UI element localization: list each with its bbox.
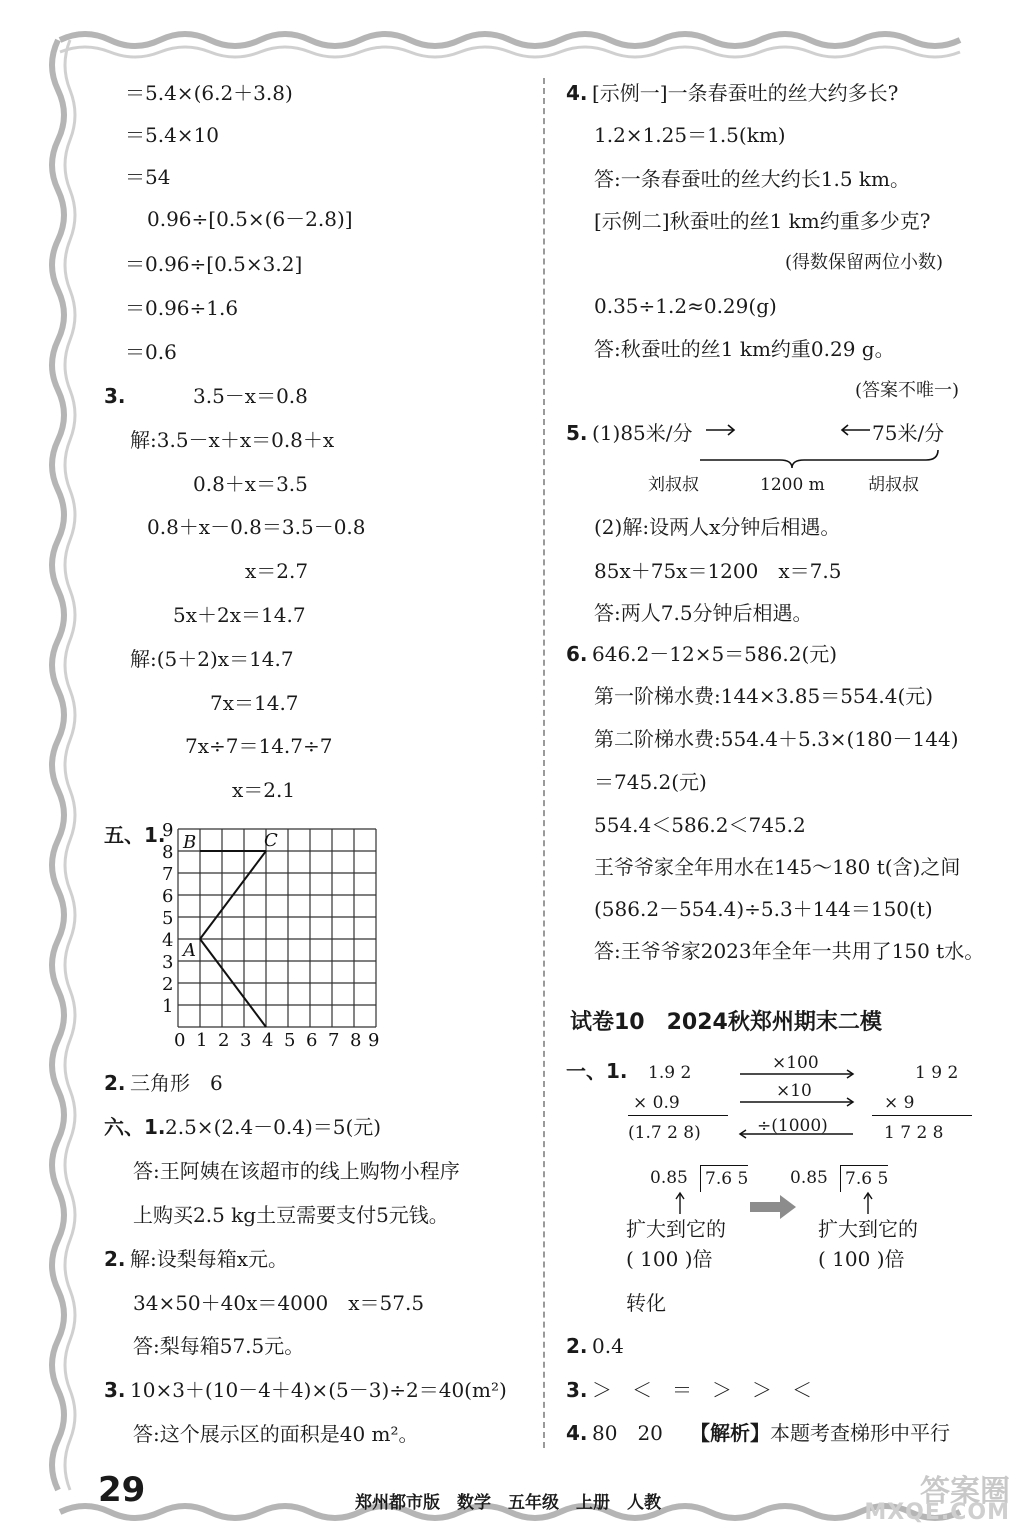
point-label-c: C (264, 830, 278, 851)
section-number: 一、1. (566, 1059, 628, 1083)
calc-a-rule (628, 1115, 728, 1116)
answer-text: [示例一]一条春蚕吐的丝大约多长? (592, 81, 899, 105)
equation-line: 解:3.5－x＋x＝0.8＋x (130, 428, 335, 452)
equation-line: 3.5－x＝0.8 (193, 384, 308, 408)
speed-label-left: (1)85米/分 (592, 421, 693, 445)
conversion-arrows (735, 1060, 860, 1140)
answer-text: 解:设梨每箱x元。 (130, 1247, 289, 1271)
answer-text: 上购买2.5 kg土豆需要支付5元钱。 (133, 1203, 449, 1227)
y-tick-label: 2 (162, 974, 174, 995)
answer-text: 554.4＜586.2＜745.2 (594, 813, 806, 837)
calc-a-mul: × 0.9 (633, 1093, 680, 1113)
answer-text: 34×50＋40x＝4000 x＝57.5 (133, 1291, 425, 1315)
analysis-tag: 【解析】 (690, 1421, 770, 1445)
x-tick-label: 9 (368, 1030, 380, 1050)
question-number: 5. (566, 421, 588, 445)
calc-line: ＝0.96÷1.6 (125, 296, 239, 320)
answer-text: 10×3＋(10－4＋4)×(5－3)÷2＝40(m²) (130, 1378, 507, 1402)
column-divider (543, 78, 545, 1448)
equation-line: x＝2.1 (232, 778, 296, 802)
answer-text: 答:秋蚕吐的丝1 km约重0.29 g。 (594, 337, 895, 361)
question-number: 2. (104, 1247, 126, 1271)
answer-text: ＝745.2(元) (594, 770, 707, 794)
answer-text: (2)解:设两人x分钟后相遇。 (594, 515, 841, 539)
question-number: 2. (104, 1071, 126, 1095)
arrow-label-3: ÷(1000) (757, 1116, 828, 1136)
calc-b-result: 1 7 2 8 (884, 1123, 944, 1143)
x-tick-label: 7 (328, 1030, 340, 1050)
paper-title: 试卷10 2024秋郑州期末二模 (570, 1010, 882, 1035)
watermark-logo: 答案圈 (920, 1474, 1010, 1509)
y-tick-label: 3 (162, 952, 174, 973)
calc-line: ＝54 (125, 165, 171, 189)
calc-line: ＝0.96÷[0.5×3.2] (125, 252, 303, 276)
answer-text: 答:王阿姨在该超市的线上购物小程序 (133, 1159, 460, 1183)
dividend-left: 7.6 5 (700, 1165, 748, 1192)
answer-text: 答:一条春蚕吐的丝大约长1.5 km。 (594, 167, 910, 191)
calc-a-top: 1.9 2 (648, 1063, 692, 1083)
answer-text: ＞ ＜ ＝ ＞ ＞ ＜ (592, 1378, 812, 1402)
divisor-right: 0.85 (790, 1168, 828, 1188)
arrow-label-2: ×10 (776, 1081, 812, 1101)
answer-text: 第一阶梯水费:144×3.85＝554.4(元) (594, 684, 934, 708)
arrow-label-1: ×100 (772, 1053, 819, 1073)
dividend-right: 7.6 5 (840, 1165, 888, 1192)
answer-text: 答:两人7.5分钟后相遇。 (594, 601, 813, 625)
equation-line: 解:(5＋2)x＝14.7 (130, 647, 294, 671)
y-tick-label: 5 (162, 908, 174, 929)
answer-text: 答:梨每箱57.5元。 (133, 1334, 305, 1358)
answer-text: 三角形 6 (130, 1071, 223, 1095)
analysis-text: 本题考查梯形中平行 (770, 1421, 950, 1445)
note-text: (答案不唯一) (855, 380, 960, 401)
y-tick-label: 9 (162, 822, 174, 841)
x-tick-label: 4 (262, 1030, 274, 1050)
answer-text: (586.2－554.4)÷5.3＋144＝150(t) (594, 897, 933, 921)
equation-line: 5x＋2x＝14.7 (173, 603, 306, 627)
divisor-left: 0.85 (650, 1168, 688, 1188)
equation-line: x＝2.7 (245, 559, 309, 583)
x-tick-label: 0 (174, 1030, 186, 1050)
question-number: 2. (566, 1334, 588, 1358)
y-tick-label: 4 (162, 930, 174, 951)
x-tick-label: 3 (240, 1030, 252, 1050)
answer-text: [示例二]秋蚕吐的丝1 km约重多少克? (594, 209, 931, 233)
speed-label-right: 75米/分 (872, 421, 945, 445)
equation-line: 7x＝14.7 (210, 691, 299, 715)
calc-line: 0.96÷[0.5×(6－2.8)] (147, 207, 353, 231)
y-tick-label: 1 (162, 996, 174, 1017)
section-number: 六、1. (104, 1115, 166, 1139)
times-label-2: ( 100 )倍 (818, 1247, 905, 1271)
question-number: 4. (566, 81, 588, 105)
x-tick-label: 6 (306, 1030, 318, 1050)
calc-b-mul: × 9 (884, 1093, 915, 1113)
coordinate-grid (158, 822, 380, 1050)
answer-text: 答:王爷爷家2023年全年一共用了150 t水。 (594, 939, 985, 963)
calc-line: ＝0.6 (125, 340, 177, 364)
answer-text: 80 20 (592, 1421, 663, 1445)
question-number: 3. (566, 1378, 588, 1402)
x-tick-label: 1 (196, 1030, 208, 1050)
calc-line: ＝5.4×10 (125, 123, 220, 147)
watermark-url: MXQE.COM (864, 1500, 1010, 1525)
answer-text: 646.2－12×5＝586.2(元) (592, 642, 838, 666)
section-number: 五、1. (104, 823, 166, 847)
enlarge-label-2: 扩大到它的 (818, 1217, 918, 1241)
note-text: (得数保留两位小数) (785, 252, 944, 273)
page-number: 29 (98, 1470, 146, 1510)
answer-text: 0.4 (592, 1334, 624, 1358)
question-number: 4. (566, 1421, 588, 1445)
answer-text: 85x＋75x＝1200 x＝7.5 (594, 559, 842, 583)
footer-edition: 郑州都市版 数学 五年级 上册 人教 (355, 1493, 661, 1513)
point-label-b: B (183, 832, 197, 853)
answer-text: 答:这个展示区的面积是40 m²。 (133, 1422, 419, 1446)
calc-line: ＝5.4×(6.2＋3.8) (125, 81, 293, 105)
point-label-a: A (183, 940, 196, 961)
question-number: 3. (104, 384, 126, 408)
enlarge-label-1: 扩大到它的 (626, 1217, 726, 1241)
answer-text: 第二阶梯水费:554.4＋5.3×(180－144) (594, 727, 959, 751)
distance-label: 1200 m (760, 475, 825, 495)
calc-b-rule (872, 1115, 972, 1116)
times-label-1: ( 100 )倍 (626, 1247, 713, 1271)
question-number: 3. (104, 1378, 126, 1402)
calc-a-result: (1.7 2 8) (628, 1123, 701, 1143)
x-tick-label: 5 (284, 1030, 296, 1050)
person-left: 刘叔叔 (648, 475, 699, 495)
equation-line: 0.8＋x＝3.5 (193, 472, 308, 496)
y-tick-label: 8 (162, 842, 174, 863)
y-tick-label: 6 (162, 886, 174, 907)
answer-text: 1.2×1.25＝1.5(km) (594, 123, 786, 147)
y-tick-label: 7 (162, 864, 174, 885)
answer-text: 王爷爷家全年用水在145～180 t(含)之间 (594, 855, 961, 879)
answer-text: 0.35÷1.2≈0.29(g) (594, 294, 777, 318)
convert-label: 转化 (626, 1291, 666, 1315)
x-tick-label: 2 (218, 1030, 230, 1050)
answer-text: 2.5×(2.4－0.4)＝5(元) (165, 1115, 382, 1139)
question-number: 6. (566, 642, 588, 666)
x-tick-label: 8 (350, 1030, 362, 1050)
equation-line: 7x÷7＝14.7÷7 (185, 734, 333, 758)
calc-b-top: 1 9 2 (915, 1063, 959, 1083)
equation-line: 0.8＋x－0.8＝3.5－0.8 (147, 515, 366, 539)
person-right: 胡叔叔 (868, 475, 919, 495)
